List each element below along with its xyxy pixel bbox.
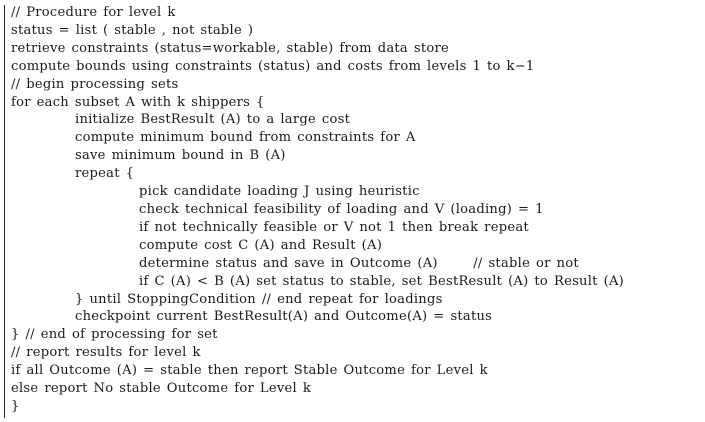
code-line: compute cost C (A) and Result (A) (139, 237, 383, 253)
code-line: pick candidate loading J using heuristic (139, 184, 420, 200)
code-line: if C (A) < B (A) set status to stable, set BestResult (A) to Result (A) (139, 273, 625, 289)
code-line: if not technically feasible or V not 1 then break repeat (139, 219, 529, 235)
code-line: compute minimum bound from constraints for A (75, 130, 416, 146)
code-line: for each subset A with k shippers { (11, 94, 265, 110)
code-line: initialize BestResult (A) to a large cost (75, 112, 351, 128)
code-line: // begin processing sets (11, 76, 179, 92)
code-line: retrieve constraints (status=workable, stable) from data store (11, 40, 449, 56)
code-line: // report results for level k (11, 345, 201, 361)
code-line: determine status and save in Outcome (A) // stable or not (139, 255, 579, 271)
code-line: } // end of processing for set (11, 327, 218, 343)
code-line: } (11, 398, 20, 414)
code-line: if all Outcome (A) = stable then report Stable Outcome for Level k (11, 363, 488, 379)
code-line: repeat { (75, 166, 135, 182)
code-line: // Procedure for level k (11, 5, 176, 20)
code-line: save minimum bound in B (A) (75, 148, 286, 164)
left-margin-rule (4, 5, 5, 418)
code-line: status = list ( stable , not stable ) (11, 22, 254, 38)
code-line: check technical feasibility of loading and V (loading) = 1 (139, 201, 544, 217)
code-lines (11, 4, 624, 416)
code-line: else report No stable Outcome for Level k (11, 381, 312, 397)
code-line: checkpoint current BestResult(A) and Outcome(A) = status (75, 309, 493, 325)
code-line: } until StoppingCondition // end repeat for loadings (75, 291, 443, 307)
code-line: compute bounds using constraints (status) and costs from levels 1 to k−1 (11, 58, 535, 74)
